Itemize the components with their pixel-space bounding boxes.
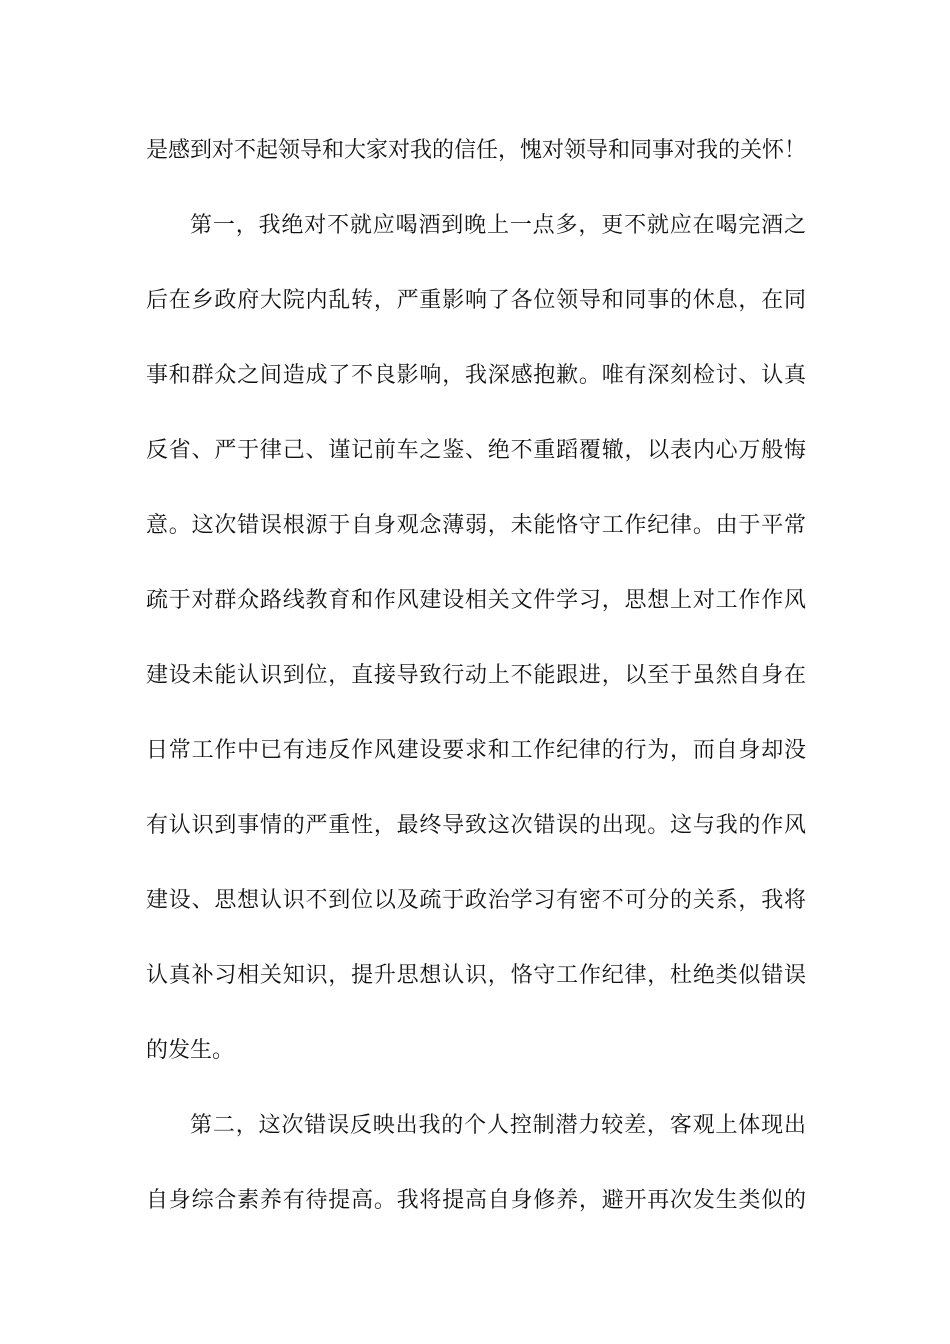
paragraph-line: 是感到对不起领导和大家对我的信任，愧对领导和同事对我的关怀！ xyxy=(146,138,807,163)
paragraph-line: 意。这次错误根源于自身观念薄弱，未能恪守工作纪律。由于平常 xyxy=(146,513,806,538)
paragraph-line: 事和群众之间造成了不良影响，我深感抱歉。唯有深刻检讨、认真 xyxy=(146,363,806,388)
paragraph-line: 的发生。 xyxy=(146,1038,235,1063)
paragraph-line: 日常工作中已有违反作风建设要求和工作纪律的行为，而自身却没 xyxy=(146,738,806,763)
paragraph-line: 后在乡政府大院内乱转，严重影响了各位领导和同事的休息，在同 xyxy=(146,288,806,313)
paragraph-line: 自身综合素养有待提高。我将提高自身修养，避开再次发生类似的 xyxy=(146,1188,806,1213)
paragraph-line: 认真补习相关知识，提升思想认识，恪守工作纪律，杜绝类似错误 xyxy=(146,963,806,988)
paragraph-line: 建设未能认识到位，直接导致行动上不能跟进，以至于虽然自身在 xyxy=(146,663,806,688)
paragraph-line: 有认识到事情的严重性，最终导致这次错误的出现。这与我的作风 xyxy=(146,813,806,838)
paragraph-line: 疏于对群众路线教育和作风建设相关文件学习，思想上对工作作风 xyxy=(146,588,806,613)
paragraph-line: 反省、严于律己、谨记前车之鉴、绝不重蹈覆辙，以表内心万般悔 xyxy=(146,438,806,463)
paragraph-line: 第一，我绝对不就应喝酒到晚上一点多，更不就应在喝完酒之 xyxy=(190,213,806,238)
paragraph-line: 第二，这次错误反映出我的个人控制潜力较差，客观上体现出 xyxy=(190,1113,806,1138)
paragraph-line: 建设、思想认识不到位以及疏于政治学习有密不可分的关系，我将 xyxy=(146,888,806,913)
